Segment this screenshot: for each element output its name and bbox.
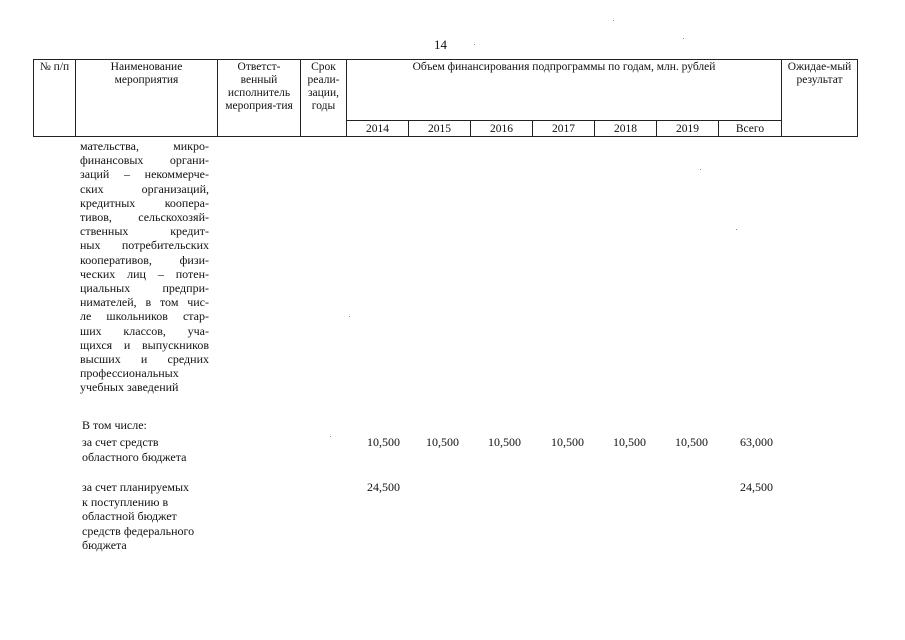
- value-2015: 10,500: [426, 435, 459, 449]
- scan-speck: [474, 44, 475, 45]
- scan-speck: [683, 38, 684, 39]
- description-line: нимателей, в том чис-: [80, 295, 209, 310]
- table-header: [33, 59, 858, 137]
- description-line: ственных кредит-: [80, 224, 209, 239]
- description-line: кооперативов, физи-: [80, 252, 209, 267]
- row-label-line: бюджета: [82, 538, 127, 552]
- header-year-2016: 2016: [471, 121, 533, 137]
- description-line: ших классов, уча-: [80, 323, 209, 338]
- page-number: 14: [434, 37, 447, 52]
- description-line: тивов, сельскохозяй-: [80, 210, 209, 225]
- activity-description: [80, 139, 209, 395]
- scan-speck: [330, 436, 331, 437]
- in-that-number-label: В том числе:: [82, 418, 147, 432]
- row-label-line: областного бюджета: [82, 449, 187, 464]
- description-line: высших и средних: [80, 352, 209, 367]
- description-line: ческих лиц – потен-: [80, 266, 209, 281]
- value-2014: 24,500: [367, 480, 400, 494]
- description-line: мательства, микро-: [80, 139, 209, 153]
- row-label-line: за счет средств: [82, 435, 159, 449]
- header-col-number: № п/п: [34, 60, 76, 137]
- header-col-responsible: Ответст-венный исполнитель мероприя-тия: [218, 60, 301, 137]
- header-col-name: Наименование мероприятия: [76, 60, 218, 137]
- header-col-term: Срок реали-зации, годы: [301, 60, 347, 137]
- header-total: Всего: [719, 121, 782, 137]
- description-line: заций – некоммерче-: [80, 167, 209, 182]
- value-2019: 10,500: [675, 435, 708, 449]
- description-line: циальных предпри-: [80, 281, 209, 296]
- scan-speck: [736, 229, 737, 230]
- header-year-2017: 2017: [533, 121, 595, 137]
- value-total: 24,500: [740, 480, 773, 494]
- row-regional-budget-label: [82, 435, 217, 464]
- row-label-line: средств федерального: [82, 523, 195, 538]
- row-label-line: за счет планируемых: [82, 480, 190, 494]
- description-line: ле школьников стар-: [80, 309, 209, 324]
- scan-speck: [700, 169, 701, 170]
- description-line: кредитных коопера-: [80, 195, 209, 210]
- description-line: учебных заведений: [80, 380, 179, 395]
- description-line: финансовых органи-: [80, 153, 209, 168]
- row-label-line: областной бюджет: [82, 509, 177, 523]
- description-line: щихся и выпускников: [80, 337, 209, 352]
- scan-speck: [349, 316, 350, 317]
- value-2014: 10,500: [367, 435, 400, 449]
- header-year-2014: 2014: [347, 121, 409, 137]
- value-total: 63,000: [740, 435, 773, 449]
- value-2016: 10,500: [488, 435, 521, 449]
- description-line: профессиональных: [80, 366, 179, 381]
- header-year-2015: 2015: [409, 121, 471, 137]
- scan-speck: [613, 20, 614, 21]
- header-col-result: Ожидае-мый результат: [782, 60, 858, 137]
- header-year-2019: 2019: [657, 121, 719, 137]
- description-line: ных потребительских: [80, 238, 209, 253]
- header-year-2018: 2018: [595, 121, 657, 137]
- row-label-line: к поступлению в: [82, 494, 169, 509]
- value-2017: 10,500: [551, 435, 584, 449]
- value-2018: 10,500: [613, 435, 646, 449]
- header-col-funding: Объем финансирования подпрограммы по годам, млн. рублей: [347, 60, 782, 121]
- row-federal-budget-label: [82, 480, 217, 553]
- description-line: ских организаций,: [80, 181, 209, 196]
